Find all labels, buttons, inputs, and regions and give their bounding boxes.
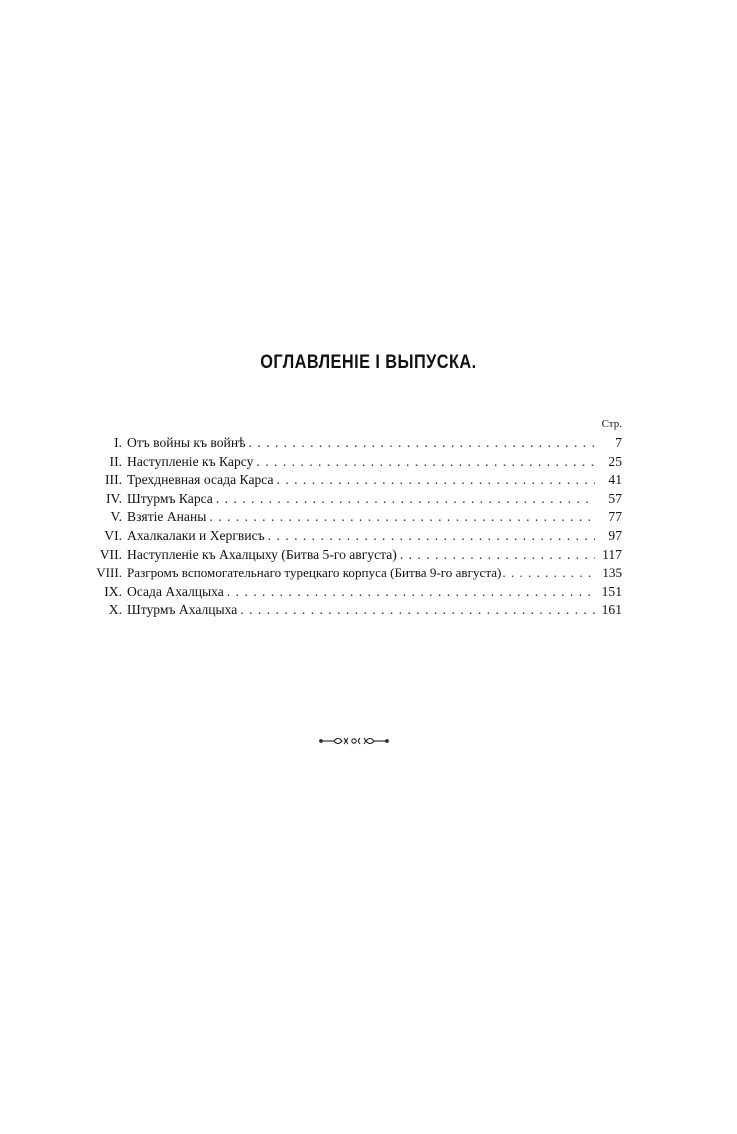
toc-entry-title: Наступленіе къ Карсу bbox=[127, 453, 254, 469]
toc-entry-page: 151 bbox=[601, 583, 622, 599]
dot-leader bbox=[248, 434, 595, 453]
toc-entry-3 bbox=[88, 471, 624, 490]
toc-entry-6 bbox=[88, 527, 624, 546]
toc-entry-page: 7 bbox=[615, 435, 622, 450]
toc-entry-page: 161 bbox=[601, 602, 622, 618]
toc-entry-title: Штурмъ Карса bbox=[127, 490, 213, 506]
toc-entry-page: 41 bbox=[608, 472, 622, 488]
toc-entry-title: Штурмъ Ахалцыха bbox=[127, 602, 238, 618]
toc-entry-page: 57 bbox=[608, 490, 622, 506]
toc-entry-number: VIII. bbox=[96, 565, 122, 581]
toc-entry-number: IV. bbox=[106, 490, 122, 506]
dot-leader bbox=[209, 508, 595, 527]
dot-leader bbox=[216, 490, 595, 509]
page-column-label: Стр. bbox=[601, 418, 622, 430]
table-of-contents bbox=[88, 414, 624, 620]
toc-entry-page: 25 bbox=[608, 453, 622, 469]
toc-entry-number: II. bbox=[109, 453, 122, 469]
toc-entry-page: 135 bbox=[602, 565, 622, 581]
toc-entry-8 bbox=[88, 564, 624, 583]
toc-entry-7 bbox=[88, 546, 624, 565]
toc-entry-page: 117 bbox=[602, 546, 622, 562]
toc-entry-page: 97 bbox=[608, 527, 622, 543]
dot-leader bbox=[502, 564, 597, 583]
toc-entry-1 bbox=[88, 434, 624, 453]
toc-entry-4 bbox=[88, 490, 624, 509]
toc-entry-title: Трехдневная осада Карса bbox=[127, 472, 274, 488]
toc-entry-title: Взятіе Ананы bbox=[127, 509, 207, 525]
dot-leader bbox=[400, 546, 595, 565]
toc-entry-number: V. bbox=[110, 509, 122, 525]
toc-entry-10 bbox=[88, 601, 624, 620]
toc-entry-title: Разгромъ вспомогательнаго турецкаго корпуса (Битва 9-го августа) bbox=[127, 565, 502, 581]
toc-entry-number: III. bbox=[105, 472, 122, 488]
toc-entry-5 bbox=[88, 508, 624, 527]
toc-entry-number: X. bbox=[108, 602, 122, 618]
toc-entry-number: VI. bbox=[104, 527, 122, 543]
toc-entry-number: VII. bbox=[99, 546, 122, 562]
toc-entry-2 bbox=[88, 453, 624, 472]
toc-entry-number: I. bbox=[114, 435, 122, 450]
dot-leader bbox=[256, 453, 595, 472]
dot-leader bbox=[240, 601, 595, 620]
toc-entry-title: Наступленіе къ Ахалцыху (Битва 5-го августа) bbox=[127, 546, 397, 562]
toc-entry-title: Осада Ахалцыха bbox=[127, 583, 224, 599]
dot-leader bbox=[268, 527, 595, 546]
toc-entry-title: Ахалкалаки и Хергвисъ bbox=[127, 527, 265, 543]
toc-entry-9 bbox=[88, 583, 624, 602]
dot-leader bbox=[277, 471, 595, 490]
page-title: ОГЛАВЛЕНІЕ I ВЫПУСКА. bbox=[260, 352, 477, 373]
toc-entry-number: IX. bbox=[104, 583, 122, 599]
toc-entry-page: 77 bbox=[608, 509, 622, 525]
decorative-scroll-icon bbox=[318, 734, 390, 748]
dot-leader bbox=[227, 583, 595, 602]
toc-entry-title: Отъ войны къ войнѣ bbox=[127, 435, 246, 450]
